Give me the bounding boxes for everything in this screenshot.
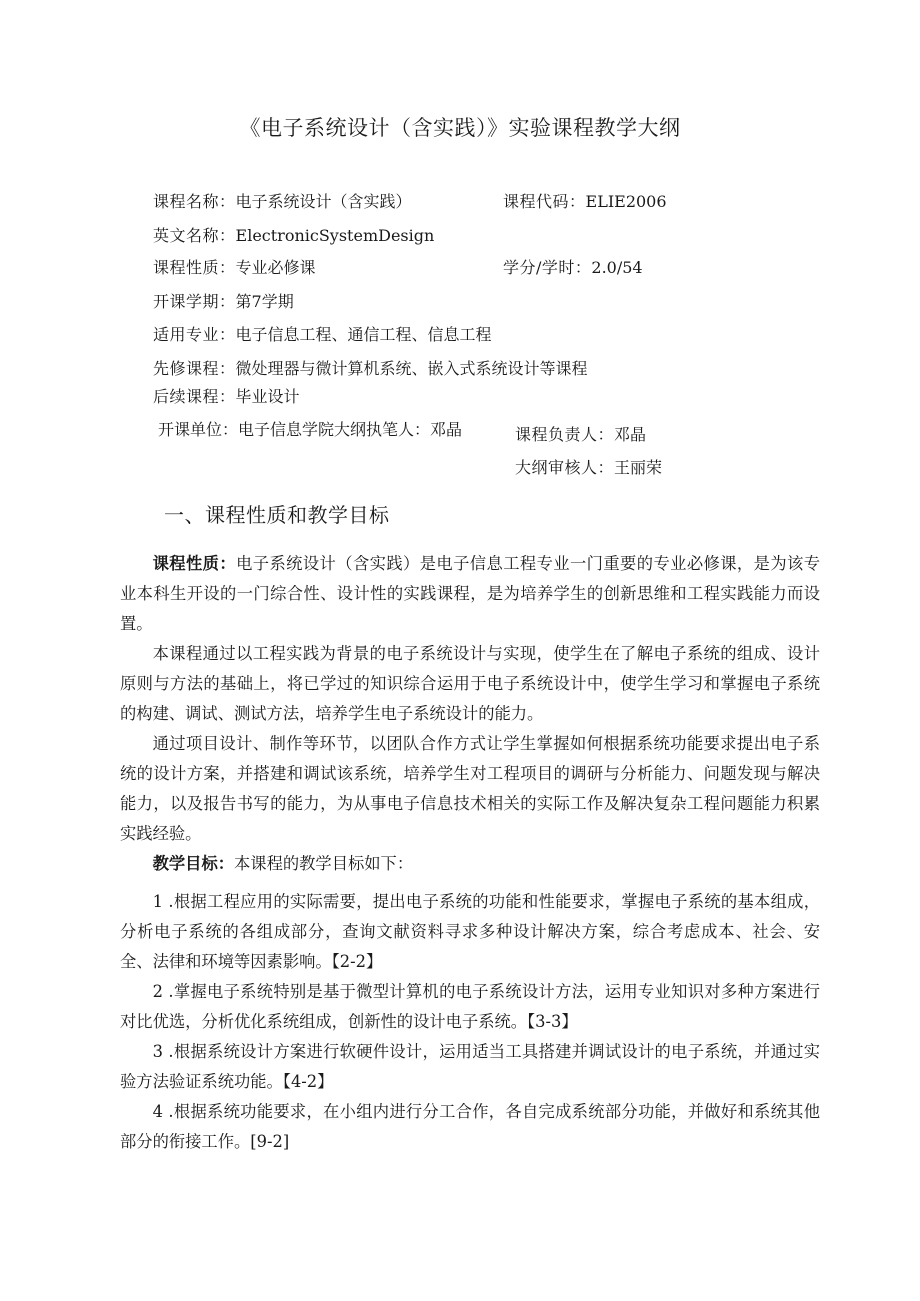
prereq-label: 先修课程： (153, 359, 236, 378)
document-body (120, 549, 820, 1157)
nature-label: 课程性质： (153, 258, 236, 277)
course-code-row (503, 192, 667, 212)
majors-row (153, 325, 492, 345)
goals-label: 教学目标： (152, 854, 235, 873)
goals-intro (120, 849, 820, 879)
nature-row (153, 258, 316, 278)
nature-paragraph (120, 549, 820, 639)
nature-paragraph-label: 课程性质： (152, 554, 237, 573)
course-name-row (153, 192, 412, 212)
leader-row (515, 425, 646, 445)
reviewer-label: 大纲审核人： (515, 458, 615, 477)
course-code-value: ELIE2006 (585, 192, 667, 211)
followup-row (153, 387, 300, 407)
goal-item: 3 .根据系统设计方案进行软硬件设计，运用适当工具搭建并调试设计的电子系统，并通过实验方法验证系统功能。【4-2】 (120, 1042, 820, 1091)
english-name-label: 英文名称： (153, 226, 236, 245)
reviewer-value: 王丽荣 (614, 458, 663, 477)
prereq-row (153, 359, 588, 379)
nature-paragraph-text: 电子系统设计（含实践）是电子信息工程专业一门重要的专业必修课，是为该专业本科生开设的一门综合性、设计性的实践课程，是为培养学生的创新思维和工程实践能力而设置。 (120, 554, 820, 633)
semester-value: 第7学期 (235, 292, 294, 311)
document-title: 《电子系统设计（含实践）》实验课程教学大纲 (239, 116, 681, 140)
nature-value: 专业必修课 (235, 258, 316, 277)
semester-label: 开课学期： (153, 292, 236, 311)
english-name-row (153, 226, 434, 246)
followup-label: 后续课程： (153, 387, 236, 406)
majors-value: 电子信息工程、通信工程、信息工程 (235, 325, 492, 344)
reviewer-row (515, 458, 662, 478)
credits-value: 2.0/54 (591, 258, 643, 277)
section-heading: 一、课程性质和教学目标 (164, 503, 390, 527)
paragraph-3: 通过项目设计、制作等环节，以团队合作方式让学生掌握如何根据系统功能要求提出电子系统的设计方案，并搭建和调试该系统，培养学生对工程项目的调研与分析能力、问题发现与解决能力，以及报告书写的能力，为从事电子信息技术相关的实际工作及解决复杂工程问题能力积累实践经验。 (120, 734, 820, 843)
leader-label: 课程负责人： (515, 425, 615, 444)
course-name-value: 电子系统设计（含实践） (235, 192, 412, 211)
followup-value: 毕业设计 (235, 387, 300, 406)
goals-intro-text: 本课程的教学目标如下： (234, 854, 414, 873)
prereq-value: 微处理器与微计算机系统、嵌入式系统设计等课程 (235, 359, 588, 378)
course-code-label: 课程代码： (503, 192, 586, 211)
semester-row (153, 292, 294, 312)
leader-value: 邓晶 (614, 425, 647, 444)
credits-label: 学分/学时： (503, 258, 592, 277)
majors-label: 适用专业： (153, 325, 236, 344)
goal-item: 4 .根据系统功能要求，在小组内进行分工合作，各自完成系统部分功能，并做好和系统其他部分的衔接工作。[9-2] (120, 1102, 820, 1151)
course-name-label: 课程名称： (153, 192, 236, 211)
credits-row (503, 258, 643, 278)
paragraph-2: 本课程通过以工程实践为背景的电子系统设计与实现，使学生在了解电子系统的组成、设计原则与方法的基础上，将已学过的知识综合运用于电子系统设计中，使学生学习和掌握电子系统的构建、调试、测试方法，培养学生电子系统设计的能力。 (120, 644, 820, 723)
unit-author-row: 开课单位：电子信息学院大纲执笔人：邓晶 (158, 420, 463, 439)
english-name-value: ElectronicSystemDesign (235, 226, 435, 245)
goal-item: 2 .掌握电子系统特别是基于微型计算机的电子系统设计方法，运用专业知识对多种方案进行对比优选，分析优化系统组成，创新性的设计电子系统。【3-3】 (120, 982, 820, 1031)
goal-item: 1 .根据工程应用的实际需要，提出电子系统的功能和性能要求，掌握电子系统的基本组成，分析电子系统的各组成部分，查询文献资料寻求多种设计解决方案，综合考虑成本、社会、安全、法律和环境等因素影响。【2-2】 (120, 892, 820, 971)
